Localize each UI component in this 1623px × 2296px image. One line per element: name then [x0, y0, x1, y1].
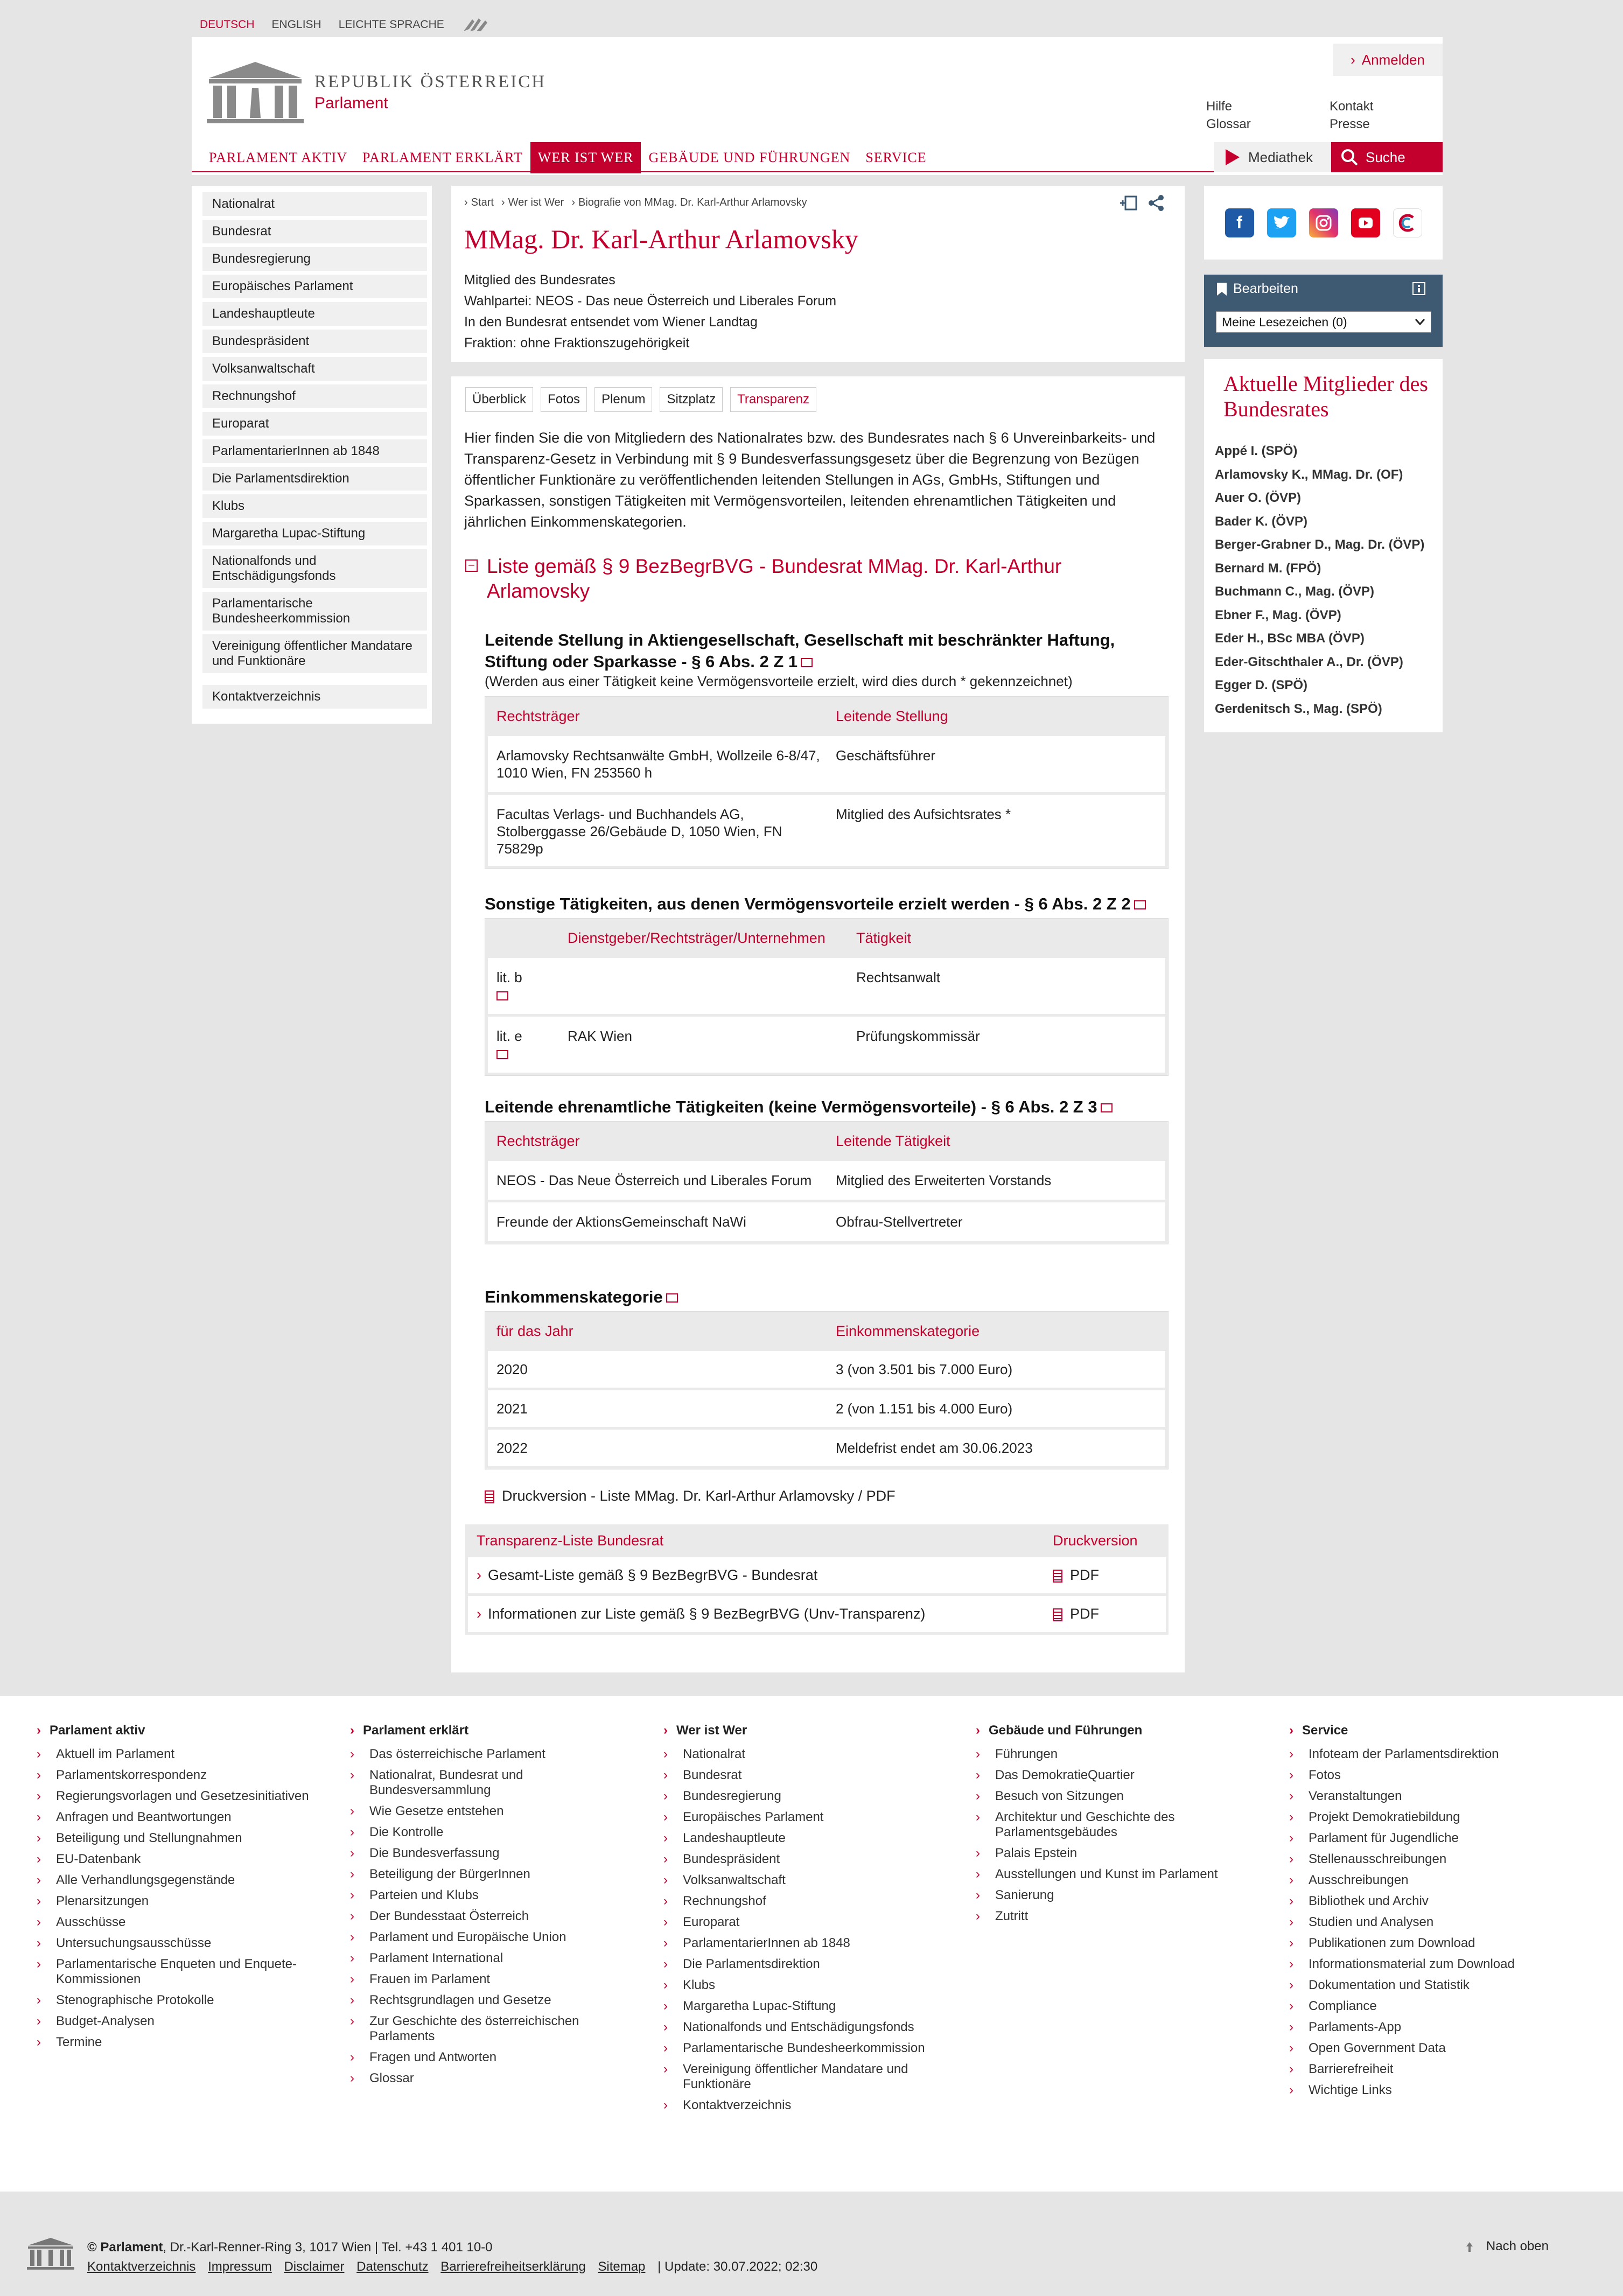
sidebar-item-kontaktverzeichnis[interactable]: Kontaktverzeichnis [202, 685, 427, 709]
footer-link[interactable]: › Margaretha Lupac-Stiftung [663, 1999, 943, 2014]
lang-en[interactable]: ENGLISH [271, 18, 321, 31]
footer-link[interactable]: › Glossar [350, 2071, 630, 2086]
footer-link[interactable]: › Plenarsitzungen [37, 1894, 317, 1909]
link-sitemap[interactable]: Sitemap [598, 2259, 646, 2274]
share-icon[interactable] [1148, 194, 1164, 212]
footer-link[interactable]: › Stellenausschreibungen [1289, 1852, 1569, 1867]
table-row: Freunde der AktionsGemeinschaft NaWi Obfrau-Stellvertreter [488, 1202, 1165, 1241]
address: , Dr.-Karl-Renner-Ring 3, 1017 Wien | Tel. +43 1 401 10-0 [163, 2240, 493, 2255]
column-header: Einkommenskategorie [836, 1323, 980, 1339]
pdf-file-icon [1053, 1570, 1062, 1583]
footer-link[interactable]: › Kontaktverzeichnis [663, 2098, 943, 2113]
column-header: Transparenz-Liste Bundesrat [477, 1532, 664, 1549]
edit-panel [1204, 275, 1443, 347]
footer-link[interactable]: › Infoteam der Parlamentsdirektion [1289, 1747, 1569, 1762]
members-list [1215, 443, 1430, 724]
footer-column-parlament-erklaert [350, 1723, 630, 2092]
chevron-down-icon [1415, 318, 1425, 326]
sidebar-item-europaeisches-parlament[interactable]: Europäisches Parlament [202, 275, 427, 298]
section-leitende-stellung [485, 629, 1169, 869]
column-header: Dienstgeber/Rechtsträger/Unternehmen [568, 930, 826, 946]
twitter-icon[interactable] [1267, 208, 1296, 237]
current-members-panel [1204, 359, 1443, 732]
link-glossar[interactable]: Glossar [1206, 117, 1251, 131]
footer-link[interactable]: › Das DemokratieQuartier [976, 1768, 1256, 1783]
column-header: Rechtsträger [496, 1133, 580, 1149]
footer-link[interactable]: › Die Parlamentsdirektion [663, 1957, 943, 1972]
footer-link[interactable]: › Bundesregierung [663, 1789, 943, 1804]
table-row: lit. e RAK Wien Prüfungskommissär [488, 1017, 1165, 1073]
footer-link[interactable]: › Open Government Data [1289, 2041, 1569, 2056]
column-header: Rechtsträger [496, 708, 580, 724]
sidebar-item-lupac-stiftung[interactable]: Margaretha Lupac-Stiftung [202, 522, 427, 545]
footer-link[interactable]: › Parlament International [350, 1951, 630, 1966]
sign-language-icon[interactable] [461, 15, 489, 34]
footer-link[interactable]: › Parlamentarische Enqueten und Enquete-Kommissionen [37, 1957, 317, 1987]
mediathek-button[interactable]: Mediathek [1214, 142, 1331, 172]
column-header: für das Jahr [496, 1323, 573, 1339]
column-header: Leitende Stellung [836, 708, 948, 724]
table-row: 2020 3 (von 3.501 bis 7.000 Euro) [488, 1351, 1165, 1388]
logo-subtitle: Parlament [314, 94, 388, 112]
member-link[interactable]: Eder-Gitschthaler A., Dr. (ÖVP) [1215, 654, 1403, 669]
print-version-link[interactable]: Druckversion - Liste MMag. Dr. Karl-Arthur Arlamovsky / PDF [485, 1488, 896, 1504]
table-einkommen [485, 1311, 1169, 1469]
footer-link[interactable]: › Alle Verhandlungsgegenstände [37, 1873, 317, 1888]
sidebar-item-volksanwaltschaft[interactable]: Volksanwaltschaft [202, 357, 427, 381]
breadcrumb [464, 197, 807, 209]
footer-link[interactable]: › Regierungsvorlagen und Gesetzesinitiativen [37, 1789, 317, 1804]
footer-link[interactable]: › Der Bundesstaat Österreich [350, 1909, 630, 1924]
footer-link[interactable]: › Landeshauptleute [663, 1831, 943, 1846]
site-footer [0, 1696, 1623, 2192]
footer-link[interactable]: › Vereinigung öffentlicher Mandatare und Funktionäre [663, 2062, 943, 2092]
member-link[interactable]: Buchmann C., Mag. (ÖVP) [1215, 584, 1375, 599]
footer-link[interactable]: › Studien und Analysen [1289, 1915, 1569, 1930]
sidebar-item-nationalfonds[interactable]: Nationalfonds und Entschädigungsfonds [202, 549, 427, 588]
member-link[interactable]: Egger D. (SPÖ) [1215, 678, 1308, 692]
info-pdf-icon[interactable] [1101, 1103, 1113, 1112]
footer-link[interactable]: › Ausschüsse [37, 1915, 317, 1930]
footer-link[interactable]: › Die Kontrolle [350, 1825, 630, 1840]
column-header: Druckversion [1053, 1532, 1138, 1549]
footer-link[interactable]: › Rechnungshof [663, 1894, 943, 1909]
footer-link[interactable]: › Parlamentskorrespondenz [37, 1768, 317, 1783]
column-header: Tätigkeit [856, 930, 912, 946]
link-hilfe[interactable]: Hilfe [1206, 99, 1233, 114]
section-ehrenamtlich [485, 1096, 1169, 1244]
site-logo[interactable] [207, 60, 546, 124]
arrow-up-icon [1464, 2241, 1475, 2253]
sidebar-item-parlamentarierinnen[interactable]: ParlamentarierInnen ab 1848 [202, 439, 427, 463]
lang-de[interactable]: DEUTSCH [200, 18, 255, 31]
section-title: Sonstige Tätigkeiten, aus denen Vermögensvorteile erzielt werden - § 6 Abs. 2 Z 2 [485, 894, 1131, 913]
member-link[interactable]: Gerdenitsch S., Mag. (SPÖ) [1215, 701, 1382, 716]
bookmark-add-icon[interactable] [1119, 194, 1138, 212]
section-sonstige-taetigkeiten [485, 893, 1169, 1076]
footer-column-wer-ist-wer [663, 1723, 943, 2119]
section-title: Leitende Stellung in Aktiengesellschaft, Gesellschaft mit beschränkter Haftung, Stiftung oder Sparkasse - § 6 Abs. 2 Z 1 [485, 631, 1115, 671]
footer-link[interactable]: › Fotos [1289, 1768, 1569, 1783]
transparency-list-table [465, 1524, 1169, 1635]
sidebar-item-bundespraesident[interactable]: Bundespräsident [202, 330, 427, 353]
footer-link[interactable]: › Wichtige Links [1289, 2083, 1569, 2098]
footer-link[interactable]: › Bundespräsident [663, 1852, 943, 1867]
footer-column-title[interactable]: › Service [1289, 1723, 1569, 1738]
footer-link[interactable]: › Nationalrat, Bundesrat und Bundesversammlung [350, 1768, 630, 1798]
pdf-file-icon [1053, 1608, 1062, 1621]
sidebar-item-nationalrat[interactable]: Nationalrat [202, 192, 427, 216]
footer-link[interactable]: › Aktuell im Parlament [37, 1747, 317, 1762]
person-meta [464, 270, 836, 354]
info-icon[interactable] [1412, 282, 1425, 295]
table-row: Facultas Verlags- und Buchhandels AG, Stolberggasse 26/Gebäude D, 1050 Wien, FN 75829p Mitglied des Aufsichtsrates * [488, 795, 1165, 866]
update-time: | Update: 30.07.2022; 02:30 [657, 2259, 818, 2274]
edit-title: Bearbeiten [1233, 281, 1298, 296]
footer-link[interactable]: › Informationsmaterial zum Download [1289, 1957, 1569, 1972]
table-row[interactable]: › Informationen zur Liste gemäß § 9 BezBegrBVG (Unv-Transparenz) PDF [468, 1596, 1166, 1632]
footer-link[interactable]: › Beteiligung und Stellungnahmen [37, 1831, 317, 1846]
footer-link[interactable]: › Ausschreibungen [1289, 1873, 1569, 1888]
login-button[interactable]: › Anmelden [1333, 44, 1443, 76]
person-header-card [451, 186, 1185, 362]
footer-link[interactable]: › Parlaments-App [1289, 2020, 1569, 2035]
instagram-icon[interactable] [1309, 208, 1338, 237]
section-einkommen [485, 1286, 1169, 1469]
link-impressum[interactable]: Impressum [208, 2259, 272, 2274]
tab-bar [465, 387, 816, 412]
footer-column-title[interactable]: › Parlament erklärt [350, 1723, 630, 1738]
table-row: Arlamovsky Rechtsanwälte GmbH, Wollzeile 6-8/47, 1010 Wien, FN 253560 h Geschäftsführer [488, 736, 1165, 792]
member-link[interactable]: Eder H., BSc MBA (ÖVP) [1215, 631, 1365, 646]
parliament-logo-icon [27, 2237, 74, 2270]
nav-wer-ist-wer[interactable]: WER IST WER [530, 142, 641, 173]
nav-gebaeude[interactable]: GEBÄUDE UND FÜHRUNGEN [648, 150, 851, 165]
table-row: NEOS - Das Neue Österreich und Liberales Forum Mitglied des Erweiterten Vorstands [488, 1161, 1165, 1200]
footer-link[interactable]: › Parlamentarische Bundesheerkommission [663, 2041, 943, 2056]
footer-link[interactable]: › Barrierefreiheit [1289, 2062, 1569, 2077]
member-link[interactable]: Berger-Grabner D., Mag. Dr. (ÖVP) [1215, 537, 1425, 552]
member-link[interactable]: Bader K. (ÖVP) [1215, 514, 1308, 529]
tab-sitzplatz[interactable]: Sitzplatz [660, 387, 723, 412]
footer-link[interactable]: › Die Bundesverfassung [350, 1846, 630, 1861]
member-link[interactable]: Bernard M. (FPÖ) [1215, 561, 1321, 576]
bookmarks-select[interactable]: Meine Lesezeichen (0) [1216, 311, 1431, 333]
sidebar-item-landeshauptleute[interactable]: Landeshauptleute [202, 302, 427, 326]
apps-icon[interactable] [1393, 208, 1422, 237]
nav-parlament-aktiv[interactable]: PARLAMENT AKTIV [209, 150, 347, 165]
info-pdf-icon[interactable] [666, 1293, 678, 1303]
footer-link[interactable]: › Stenographische Protokolle [37, 1993, 317, 2008]
link-kontaktverzeichnis[interactable]: Kontaktverzeichnis [87, 2259, 196, 2274]
intro-text: Hier finden Sie die von Mitgliedern des Nationalrates bzw. des Bundesrates nach § 6 Unvereinbarkeits- und Transparenz-Gesetz in Verbindung mit § 9 Bundesverfassungsgesetz über die Begrenzung von Bezügen öffentlicher Funktionäre zu veröffentlichenden leitenden Stellungen in AGs, GmbHs, Stiftungen und Sparkassen, sonstigen Tätigkeiten mit Vermögensvorteilen, leitenden ehrenamtlichen Tätigkeiten und jährlichen Einkommenskategorien. [464, 430, 1156, 530]
table-row: 2022 Meldefrist endet am 30.06.2023 [488, 1430, 1165, 1466]
footer-column-title[interactable]: › Gebäude und Führungen [976, 1723, 1256, 1738]
tab-fotos[interactable]: Fotos [541, 387, 587, 412]
site-header [192, 37, 1443, 175]
footer-link[interactable]: › EU-Datenbank [37, 1852, 317, 1867]
footer-link[interactable]: › Sanierung [976, 1888, 1256, 1903]
footer-link[interactable]: › Bibliothek und Archiv [1289, 1894, 1569, 1909]
member-link[interactable]: Arlamovsky K., MMag. Dr. (OF) [1215, 467, 1403, 482]
sidebar-item-parlamentsdirektion[interactable]: Die Parlamentsdirektion [202, 467, 427, 491]
nav-service[interactable]: SERVICE [865, 150, 927, 165]
footer-link[interactable]: › Zur Geschichte des österreichischen Parlaments [350, 2014, 630, 2044]
play-icon [1225, 148, 1241, 166]
footer-link[interactable]: › Nationalfonds und Entschädigungsfonds [663, 2020, 943, 2035]
person-fraktion: Fraktion: ohne Fraktionszugehörigkeit [464, 335, 690, 351]
section-title: Leitende ehrenamtliche Tätigkeiten (keine Vermögensvorteile) - § 6 Abs. 2 Z 3 [485, 1097, 1097, 1116]
footer-link[interactable]: › Ausstellungen und Kunst im Parlament [976, 1867, 1256, 1882]
footer-link[interactable]: › Europäisches Parlament [663, 1810, 943, 1825]
link-barrierefreiheit[interactable]: Barrierefreiheitserklärung [440, 2259, 586, 2274]
footer-column-title[interactable]: › Wer ist Wer [663, 1723, 943, 1738]
page-title: MMag. Dr. Karl-Arthur Arlamovsky [464, 224, 858, 254]
youtube-icon[interactable] [1351, 208, 1380, 237]
table-sonstige-taetigkeiten [485, 918, 1169, 1076]
sidebar-item-bundesheerkommission[interactable]: Parlamentarische Bundesheerkommission [202, 592, 427, 631]
member-link[interactable]: Appé I. (SPÖ) [1215, 444, 1298, 458]
footer-column-parlament-aktiv [37, 1723, 317, 2056]
column-header: Leitende Tätigkeit [836, 1133, 950, 1149]
footer-link[interactable]: › Zutritt [976, 1909, 1256, 1924]
table-leitende-stellung [485, 696, 1169, 869]
search-icon [1341, 149, 1358, 166]
footer-link[interactable]: › Rechtsgrundlagen und Gesetze [350, 1993, 630, 2008]
sidebar-item-rechnungshof[interactable]: Rechnungshof [202, 384, 427, 408]
collapse-icon: − [465, 559, 478, 572]
tab-ueberblick[interactable]: Überblick [465, 387, 533, 412]
footer-link[interactable]: › Wie Gesetze entstehen [350, 1804, 630, 1819]
sidebar-item-klubs[interactable]: Klubs [202, 494, 427, 518]
link-disclaimer[interactable]: Disclaimer [284, 2259, 345, 2274]
person-party: Wahlpartei: NEOS - Das neue Österreich und Liberales Forum [464, 293, 837, 309]
chevron-right-icon: › [1351, 51, 1355, 68]
footer-link[interactable]: › Klubs [663, 1978, 943, 1993]
breadcrumb-current: › Biografie von MMag. Dr. Karl-Arthur Arlamovsky [571, 197, 807, 209]
footer-link[interactable]: › Frauen im Parlament [350, 1972, 630, 1987]
person-sent: In den Bundesrat entsendet vom Wiener Landtag [464, 314, 758, 330]
table-row[interactable]: › Gesamt-Liste gemäß § 9 BezBegrBVG - Bundesrat PDF [468, 1557, 1166, 1593]
nav-parlament-erklaert[interactable]: PARLAMENT ERKLÄRT [362, 150, 523, 165]
pdf-file-icon [485, 1490, 494, 1503]
footer-link[interactable]: › Besuch von Sitzungen [976, 1789, 1256, 1804]
sidebar-item-bundesregierung[interactable]: Bundesregierung [202, 247, 427, 271]
footer-link[interactable]: › Publikationen zum Download [1289, 1936, 1569, 1951]
bookmark-icon [1216, 282, 1228, 297]
table-row: lit. b Rechtsanwalt [488, 958, 1165, 1014]
tab-plenum[interactable]: Plenum [594, 387, 652, 412]
footer-link[interactable]: › Budget-Analysen [37, 2014, 317, 2029]
footer-link[interactable]: › Parteien und Klubs [350, 1888, 630, 1903]
footer-link[interactable]: › Führungen [976, 1747, 1256, 1762]
footer-link[interactable]: › Veranstaltungen [1289, 1789, 1569, 1804]
transparency-content [451, 376, 1185, 1672]
footer-link[interactable]: › Bundesrat [663, 1768, 943, 1783]
sidebar-item-vereinigung[interactable]: Vereinigung öffentlicher Mandatare und Funktionäre [202, 634, 427, 673]
footer-link[interactable]: › Palais Epstein [976, 1846, 1256, 1861]
info-pdf-icon[interactable] [1134, 900, 1146, 909]
logo-title: REPUBLIK ÖSTERREICH [314, 72, 547, 92]
footer-link[interactable]: › Europarat [663, 1915, 943, 1930]
footer-link[interactable]: › Parlament für Jugendliche [1289, 1831, 1569, 1846]
footer-link[interactable]: › Compliance [1289, 1999, 1569, 2014]
social-media-bar [1204, 186, 1443, 260]
breadcrumb-start[interactable]: › Start [464, 197, 494, 209]
table-ehrenamtlich [485, 1121, 1169, 1244]
footer-column-service [1289, 1723, 1569, 2104]
footer-link[interactable]: › Volksanwaltschaft [663, 1873, 943, 1888]
footer-link[interactable]: › Das österreichische Parlament [350, 1747, 630, 1762]
list-heading[interactable]: − Liste gemäß § 9 BezBegrBVG - Bundesrat MMag. Dr. Karl-Arthur Arlamovsky [465, 554, 1111, 604]
facebook-icon[interactable]: f [1225, 208, 1254, 237]
copyright: © Parlament [87, 2240, 163, 2255]
footer-link[interactable]: › ParlamentarierInnen ab 1848 [663, 1936, 943, 1951]
breadcrumb-wer-ist-wer[interactable]: › Wer ist Wer [501, 197, 564, 209]
bottom-bar [0, 2192, 1623, 2296]
link-kontakt[interactable]: Kontakt [1330, 99, 1374, 114]
footer-link[interactable]: › Fragen und Antworten [350, 2050, 630, 2065]
link-datenschutz[interactable]: Datenschutz [356, 2259, 429, 2274]
person-role: Mitglied des Bundesrates [464, 272, 615, 288]
info-pdf-icon[interactable] [801, 658, 813, 667]
member-link[interactable]: Auer O. (ÖVP) [1215, 491, 1302, 505]
tab-transparenz[interactable]: Transparenz [730, 387, 816, 412]
link-presse[interactable]: Presse [1330, 117, 1370, 131]
members-title: Aktuelle Mitglieder des Bundesrates [1223, 372, 1428, 421]
search-button[interactable]: Suche [1331, 142, 1443, 172]
parliament-logo-icon [207, 60, 304, 124]
footer-column-title[interactable]: › Parlament aktiv [37, 1723, 317, 1738]
member-link[interactable]: Ebner F., Mag. (ÖVP) [1215, 607, 1341, 622]
footer-link[interactable]: › Anfragen und Beantwortungen [37, 1810, 317, 1825]
footer-column-gebaeude [976, 1723, 1256, 1930]
sidebar-item-bundesrat[interactable]: Bundesrat [202, 220, 427, 243]
language-bar [200, 15, 489, 34]
section-note: (Werden aus einer Tätigkeit keine Vermögensvorteile erzielt, wird dies durch * gekennzeichnet) [485, 673, 1073, 689]
back-to-top-button[interactable]: Nach oben [1464, 2239, 1549, 2254]
info-pdf-icon[interactable] [496, 991, 508, 1000]
table-row: 2021 2 (von 1.151 bis 4.000 Euro) [488, 1390, 1165, 1427]
sidebar-item-europarat[interactable]: Europarat [202, 412, 427, 436]
section-title: Einkommenskategorie [485, 1287, 663, 1306]
sidebar-nav [192, 186, 432, 724]
info-pdf-icon[interactable] [496, 1050, 508, 1059]
footer-link[interactable]: › Parlament und Europäische Union [350, 1930, 630, 1945]
lang-easy[interactable]: LEICHTE SPRACHE [338, 18, 444, 31]
footer-link[interactable]: › Nationalrat [663, 1747, 943, 1762]
footer-link[interactable]: › Architektur und Geschichte des Parlamentsgebäudes [976, 1810, 1256, 1840]
footer-link[interactable]: › Dokumentation und Statistik [1289, 1978, 1569, 1993]
footer-link[interactable]: › Projekt Demokratiebildung [1289, 1810, 1569, 1825]
footer-link[interactable]: › Termine [37, 2035, 317, 2050]
footer-link[interactable]: › Beteiligung der BürgerInnen [350, 1867, 630, 1882]
footer-link[interactable]: › Untersuchungsausschüsse [37, 1936, 317, 1951]
